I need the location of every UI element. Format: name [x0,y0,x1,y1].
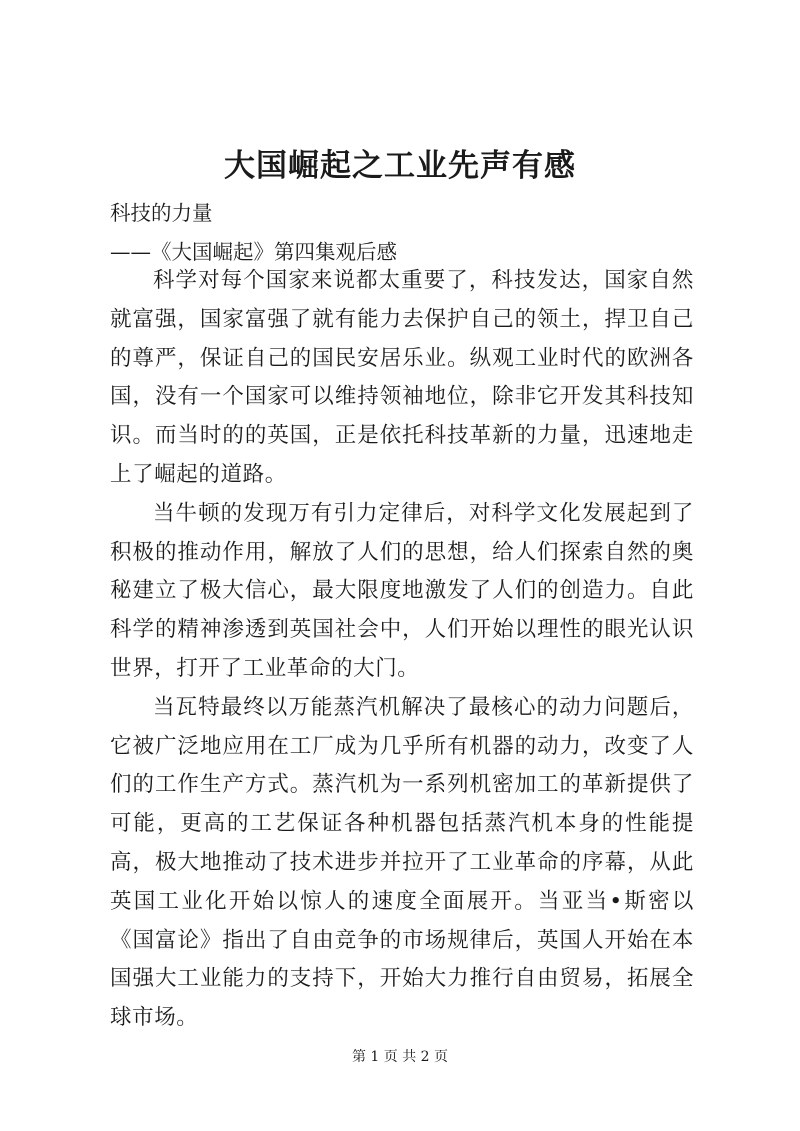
page-number-footer: 第 1 页 共 2 页 [351,1049,449,1065]
body-paragraph: 当瓦特最终以万能蒸汽机解决了最核心的动力问题后，它被广泛地应用在工厂成为几乎所有机器的动力，改变了人们的工作生产方式。蒸汽机为一系列机密加工的革新提供了可能，更高的工艺保证各种机器包括蒸汽机本身的性能提高，极大地推动了技术进步并拉开了工业革命的序幕，从此英国工业化开始以惊人的速度全面展开。当亚当•斯密以《国富论》指出了自由竞争的市场规律后，英国人开始在本国强大工业能力的支持下，开始大力推行自由贸易，拓展全球市场。 [110,694,694,1031]
document-body [110,262,694,1038]
document-subtitle: 科技的力量 [110,201,213,225]
document-title: 大国崛起之工业先声有感 [224,148,576,184]
body-paragraph: 科学对每个国家来说都太重要了，科技发达，国家自然就富强，国家富强了就有能力去保护自己的领土，捍卫自己的尊严，保证自己的国民安居乐业。纵观工业时代的欧洲各国，没有一个国家可以维持领袖地位，除非它开发其科技知识。而当时的的英国，正是依托科技革新的力量，迅速地走上了崛起的道路。 [110,268,694,487]
document-subheading: ——《大国崛起》第四集观后感 [110,240,397,264]
body-paragraph: 当牛顿的发现万有引力定律后，对科学文化发展起到了积极的推动作用，解放了人们的思想，给人们探索自然的奥秘建立了极大信心，最大限度地激发了人们的创造力。自此科学的精神渗透到英国社会中，人们开始以理性的眼光认识世界，打开了工业革命的大门。 [110,500,694,681]
